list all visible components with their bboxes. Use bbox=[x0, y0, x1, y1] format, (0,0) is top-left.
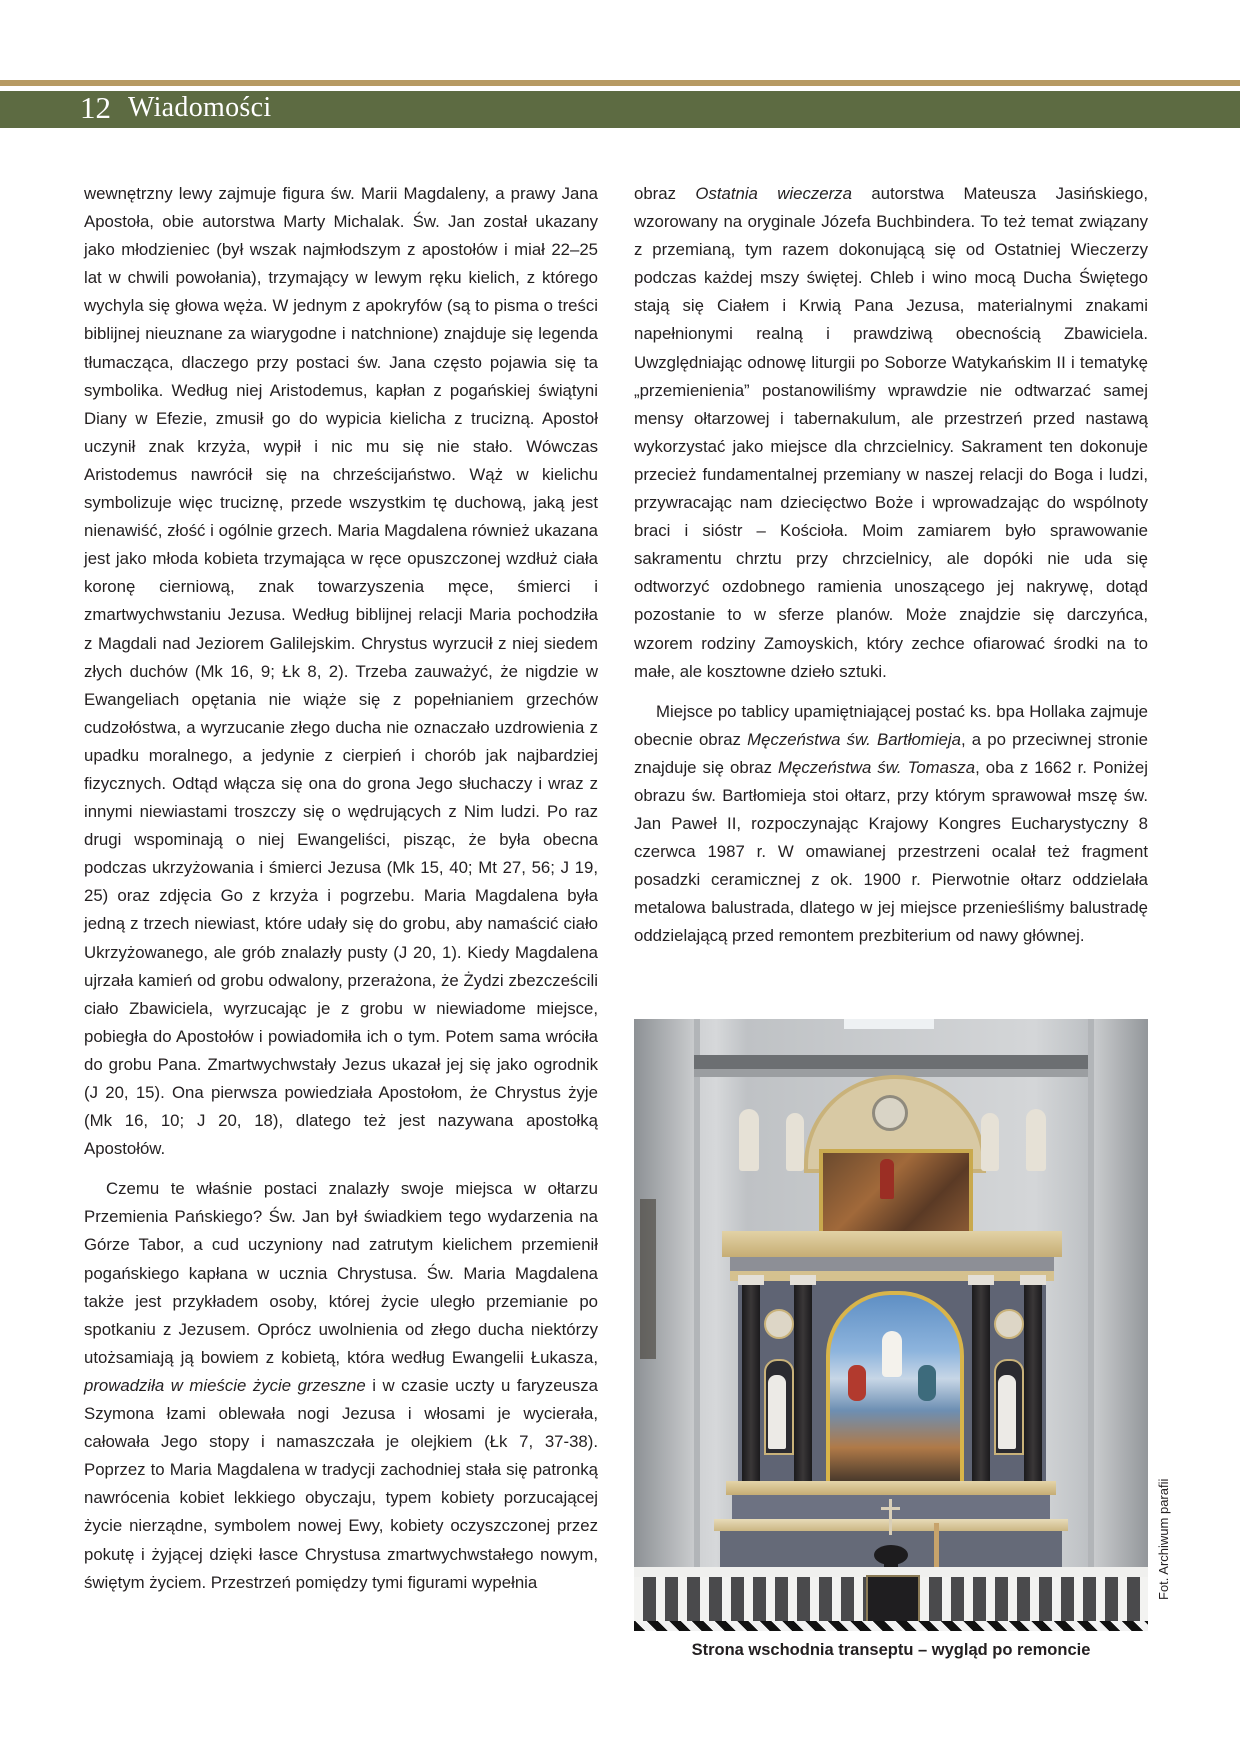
article-column-left bbox=[84, 180, 598, 1597]
italic-quote: prowadziła w mieście życie grzeszne bbox=[84, 1375, 366, 1395]
artwork-title: Męczeństwa św. Bartłomieja bbox=[747, 729, 961, 749]
text-run: Czemu te właśnie postaci znalazły swoje miejsca w ołtarzu Przemienia Pańskiego? Św. Jan był świadkiem tego wydarzenia na Górze Tabor, a cud uczyniony nad zatrutym kielichem przemienił pogańskiego kapłana w ucznia Chrystusa. Św. Maria Magdalena także jest przykładem osoby, której życie uległo przemianie po spotkaniu z Jezusem. Oprócz uwolnienia od złego ducha niektórzy utożsamiają ją bowiem z kobietą, która według Ewangelii Łukasza, bbox=[84, 1179, 598, 1367]
altar-photo bbox=[634, 1019, 1148, 1631]
paragraph: wewnętrzny lewy zajmuje figura św. Marii Magdaleny, a prawy Jana Apostoła, obie autorstwa Marty Michalak. Św. Jan został ukazany jako młodzieniec (był wszak najmłodszym z apostołów i miał 22–25 lat w chwili powołania), trzymający w lewym ręku kielich, z którego wychyla się głowa węża. W jednym z apokryfów (są to pisma o treści biblijnej nieuznane za wiarygodne i natchnione) znajduje się legenda tłumacząca, dlaczego przy postaci św. Jana często pojawia się ta symbolika. Według niej Aristodemus, kapłan z pogańskiej świątyni Diany w Efezie, zmusił go do wypicia kielicha z trucizną. Apostoł uczynił znak krzyża, wypił i nic mu się nie stało. Wówczas Aristodemus nawrócił się na chrześcijaństwo. Wąż w kielichu symbolizuje więc truciznę, przede wszystkim tę duchową, jaką jest nienawiść, złość i ogólnie grzech. Maria Magdalena również ukazana jest jako młoda kobieta trzymająca w ręce opuszczonej wzdłuż ciała koronę cierniową, znak towarzyszenia męce, śmierci i zmartwychwstaniu Jezusa. Według biblijnej relacji Maria pochodziła z Magdali nad Jeziorem Galilejskim. Chrystus wyrzucił z niej siedem złych duchów (Mk 16, 9; Łk 8, 2). Trzeba zauważyć, że nigdzie w Ewangeliach opętania nie wiąże się z popełnianiem grzechów cudzołóstwa, a wyrzucanie złego ducha nie oznaczało uzdrowienia z upadku moralnego, a jedynie z cierpień i chorób jak najbardziej fizycznych. Odtąd włącza się ona do grona Jego słuchaczy i wraz z innymi niewiastami troszczy się o wędrujących z Nim ludzi. Po raz drugi wspominają o niej Ewangeliści, pisząc, że była obecna podczas ukrzyżowania i śmierci Jezusa (Mk 15, 40; Mt 27, 56; J 19, 25) oraz zdjęcia Go z krzyża i pogrzebu. Maria Magdalena była jedną z trzech niewiast, które udały się do grobu, aby namaścić ciało Ukrzyżowanego, ale grób znalazły pusty (J 20, 1). Kiedy Magdalena ujrzała kamień od grobu odwalony, przerażona, że Żydzi zbezcześcili ciało Zbawiciela, wyrzucając je z grobu w niewiadome miejsce, pobiegła do Apostołów i powiadomiła ich o tym. Potem sama wróciła do grobu Pana. Zmartwychwstały Jezus ukazał jej się jako ogrodnik (J 20, 15). Ona pierwsza powiedziała Apostołom, że Chrystus żyje (Mk 16, 10; J 20, 18), dlatego też jest nazywana apostołką Apostołów. bbox=[84, 184, 598, 1159]
artwork-title: Męczeństwa św. Tomasza bbox=[778, 757, 976, 777]
artwork-title: Ostatnia wieczerza bbox=[695, 184, 852, 203]
paragraph bbox=[634, 698, 1148, 951]
text-run: Miejsce po tablicy upamiętniającej postać ks. bpa Hollaka zajmuje obecnie obraz bbox=[634, 701, 1148, 749]
paragraph bbox=[634, 180, 1148, 686]
text-run: autorstwa Mateusza Jasińskiego, wzorowany na oryginale Józefa Buchbindera. To też temat związany z przemianą, tym razem dokonującą się od Ostatniej Wieczerzy podczas każdej mszy świętej. Chleb i wino mocą Ducha Świętego stają się Ciałem i Krwią Pana Jezusa, materialnymi znakami napełnionymi realną i prawdziwą obecnością Zbawiciela. Uwzględniając odnowę liturgii po Soborze Watykańskim II i tematykę „przemienienia” postanowiliśmy wprawdzie nie odtwarzać samej mensy ołtarzowej i tabernakulum, ale przestrzeń przed nastawą wykorzystać jako miejsce dla chrzcielnicy. Sakrament ten dokonuje przecież fundamentalnej przemiany w naszej relacji do Boga i ludzi, przywracając nam dziecięctwo Boże i wprowadzając do wspólnoty braci i sióstr – Kościoła. Moim zamiarem było sprawowanie sakramentu chrztu przy chrzcielnicy, ale dopóki nie uda się odtworzyć ozdobnego ramienia unoszącego jej nakrywę, dotąd pozostanie to w sferze planów. Może znajdzie się darczyńca, wzorem rodziny Zamoyskich, który zechce ofiarować środki na to małe, ale kosztowne dzieło sztuki. bbox=[634, 184, 1148, 681]
text-run: i w czasie uczty u faryzeusza Szymona łzami oblewała nogi Jezusa i włosami je wycierała, całowała Jego stopy i namaszczała je olejkiem (Łk 7, 37-38). Poprzez to Maria Magdalena w tradycji zachodniej stała się patronką nawrócenia kobiet lekkiego obyczaju, typem kobiety porzucającej życie nierządne, symbolem nowej Ewy, kobiety oczyszczonej przez pokutę i żyjącej dzięki łasce Chrystusa zmartwychwstałego nowym, świętym życiem. Przestrzeń pomiędzy tymi figurami wypełnia bbox=[84, 1375, 598, 1592]
header-gold-rule bbox=[0, 80, 1240, 86]
page-number: 12 bbox=[80, 90, 111, 125]
text-run: obraz bbox=[634, 184, 696, 203]
article-column-right bbox=[634, 180, 1148, 951]
photo-credit: Fot. Archiwum parafii bbox=[1156, 1478, 1171, 1600]
text-run: , oba z 1662 r. Poniżej obrazu św. Bartłomieja stoi ołtarz, przy którym sprawował mszę św. Jan Paweł II, rozpoczynając Krajowy Kongres Eucharystyczny 8 czerwca 1987 r. W omawianej przestrzeni ocalał też fragment posadzki ceramicznej z ok. 1900 r. Pierwotnie ołtarz oddzielała metalowa balustrada, dlatego w jej miejsce przenieśliśmy balustradę oddzielającą przed remontem prezbiterium od nawy głównej. bbox=[634, 757, 1148, 946]
section-title: Wiadomości bbox=[128, 92, 272, 123]
text-run: , a po przeciwnej stronie znajduje się obraz bbox=[634, 729, 1148, 777]
running-header bbox=[0, 91, 1240, 128]
paragraph bbox=[84, 1175, 598, 1596]
figure-caption: Strona wschodnia transeptu – wygląd po remoncie bbox=[691, 1641, 1091, 1659]
